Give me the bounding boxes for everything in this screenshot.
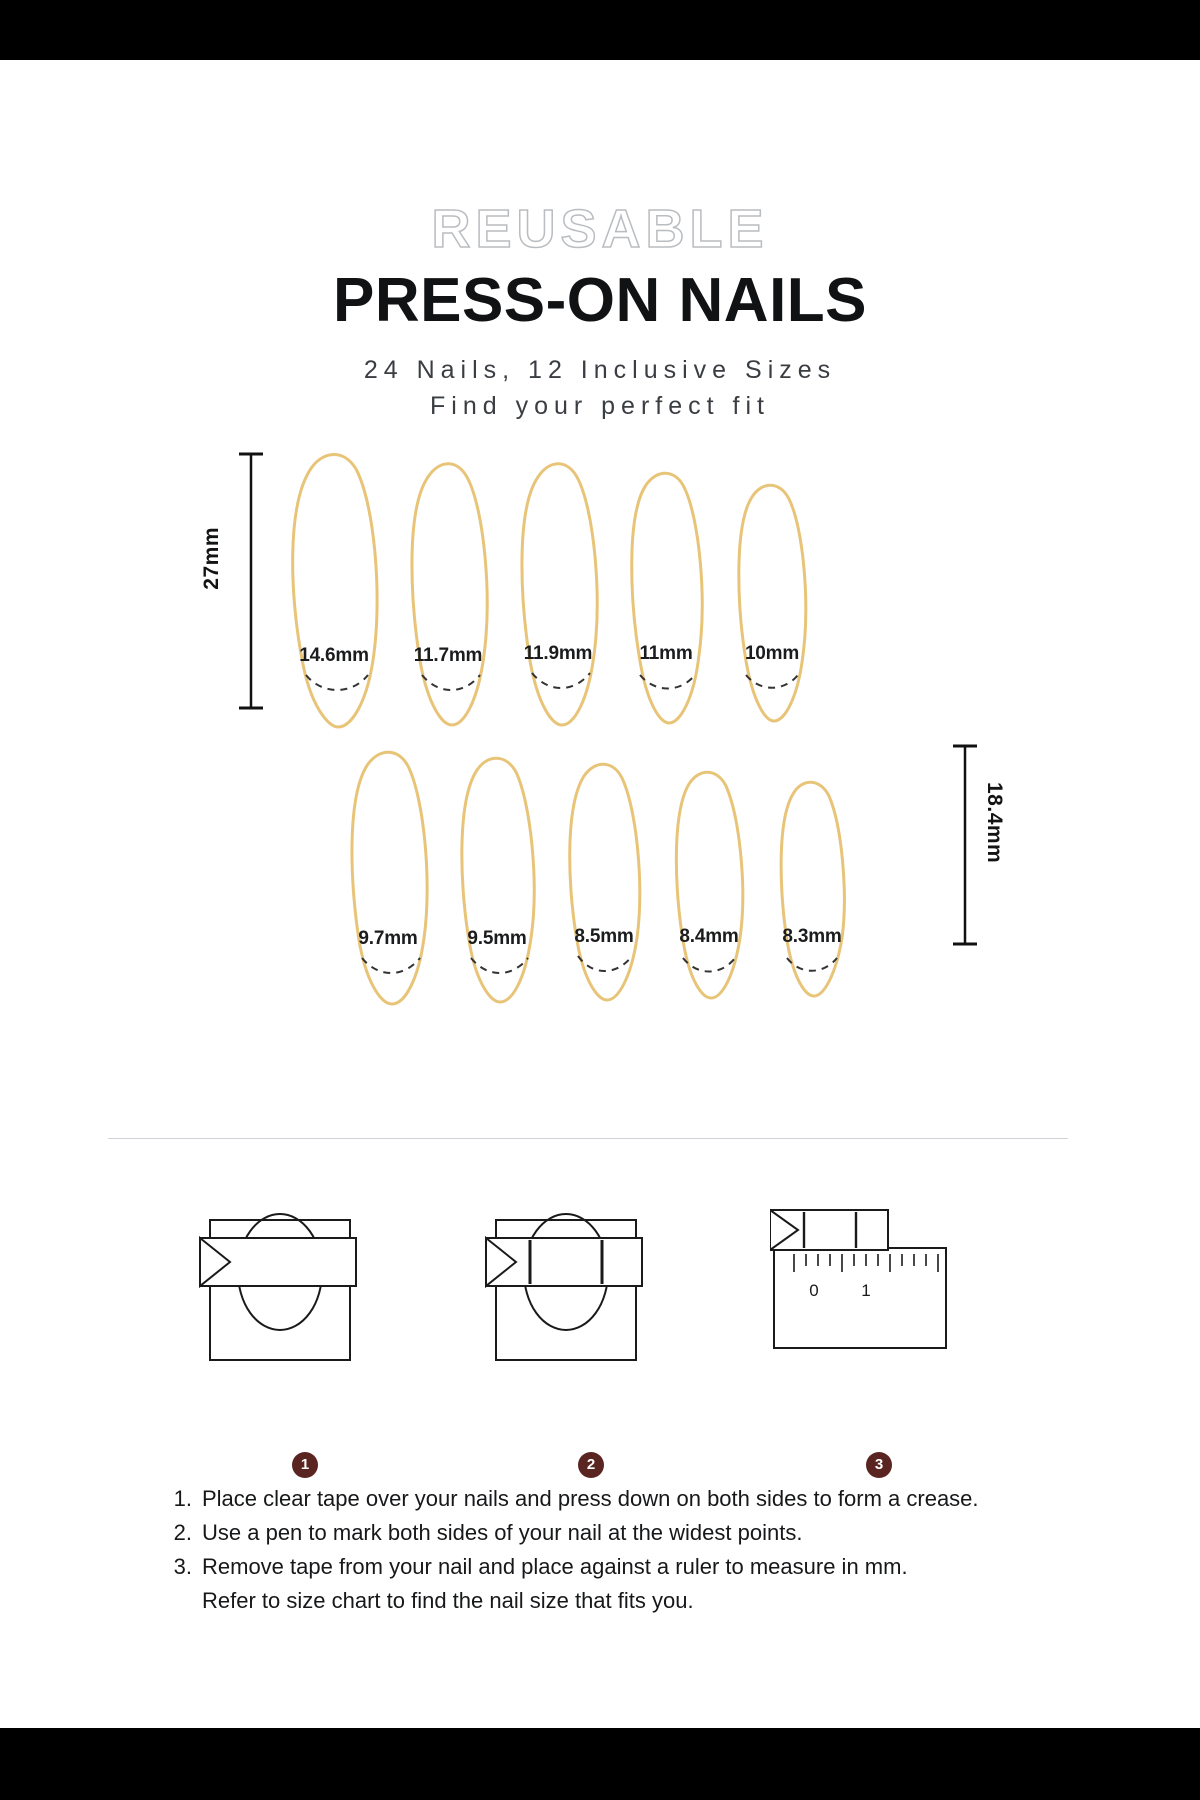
instruction-item <box>160 1550 1100 1584</box>
nail-shape-1 <box>282 447 386 735</box>
nail-size-label: 10mm <box>744 643 800 664</box>
instruction-index: 3. <box>173 1554 192 1579</box>
nail-row-1 <box>282 447 832 735</box>
right-dimension-label: 18.4mm <box>983 782 1006 864</box>
nail-shape-7 <box>450 742 544 1008</box>
nail-size-chart <box>0 422 1200 1002</box>
instructions-list <box>160 1482 1100 1618</box>
step-marker-1: 1 <box>292 1452 318 1478</box>
page-title: PRESS-ON NAILS <box>332 266 868 335</box>
step-marker-2: 2 <box>578 1452 604 1478</box>
measure-steps-illustrations <box>0 1180 1200 1473</box>
header <box>0 62 1200 424</box>
top-black-bar <box>0 0 1200 60</box>
ruler-tick-0: 0 <box>809 1281 819 1300</box>
subtitle-line-2: Find your perfect fit <box>430 391 770 420</box>
step-illustration-2 <box>482 1180 662 1375</box>
left-dimension-bar <box>238 450 264 717</box>
section-divider <box>108 1138 1068 1139</box>
instruction-index: 2. <box>173 1520 192 1545</box>
nail-shape-2 <box>400 447 496 735</box>
right-dimension-bar <box>952 742 978 953</box>
instruction-text: Place clear tape over your nails and press down on both sides to form a crease. <box>202 1486 979 1511</box>
instruction-text-continued: Refer to size chart to find the nail size that fits you. <box>202 1588 694 1613</box>
instruction-index: 1. <box>173 1486 192 1511</box>
nail-shape-8 <box>558 742 650 1008</box>
instruction-item <box>160 1516 1100 1550</box>
nail-size-label: 9.5mm <box>467 928 527 949</box>
nail-size-label: 14.6mm <box>299 645 369 666</box>
nail-size-label: 8.4mm <box>679 926 739 947</box>
nail-shape-4 <box>620 447 712 735</box>
nail-row-2 <box>340 742 870 1008</box>
outline-title: REUSABLE <box>431 199 769 259</box>
nail-shape-10 <box>768 742 856 1008</box>
nail-size-label: 9.7mm <box>358 928 418 949</box>
nail-size-label: 11mm <box>639 643 693 664</box>
nail-size-label: 11.7mm <box>413 645 483 666</box>
nail-shape-9 <box>664 742 754 1008</box>
bottom-black-bar <box>0 1728 1200 1800</box>
nail-size-label: 8.5mm <box>574 926 634 947</box>
step-marker-3: 3 <box>866 1452 892 1478</box>
left-dimension-label: 27mm <box>200 527 223 590</box>
subtitle-line-1: 24 Nails, 12 Inclusive Sizes <box>363 356 837 384</box>
instruction-item <box>160 1482 1100 1516</box>
nail-shape-3 <box>510 447 606 735</box>
ruler-tick-1: 1 <box>861 1281 871 1300</box>
nail-size-label: 8.3mm <box>782 926 842 947</box>
sheet-body <box>0 62 1200 1726</box>
nail-shape-6 <box>340 742 436 1008</box>
nail-size-label: 11.9mm <box>523 643 593 664</box>
step-illustration-3 <box>770 1180 970 1375</box>
step-illustration-1 <box>196 1180 376 1375</box>
nail-shape-5 <box>726 447 818 735</box>
instruction-text: Remove tape from your nail and place against a ruler to measure in mm. <box>202 1554 908 1579</box>
instruction-text: Use a pen to mark both sides of your nail at the widest points. <box>202 1520 803 1545</box>
